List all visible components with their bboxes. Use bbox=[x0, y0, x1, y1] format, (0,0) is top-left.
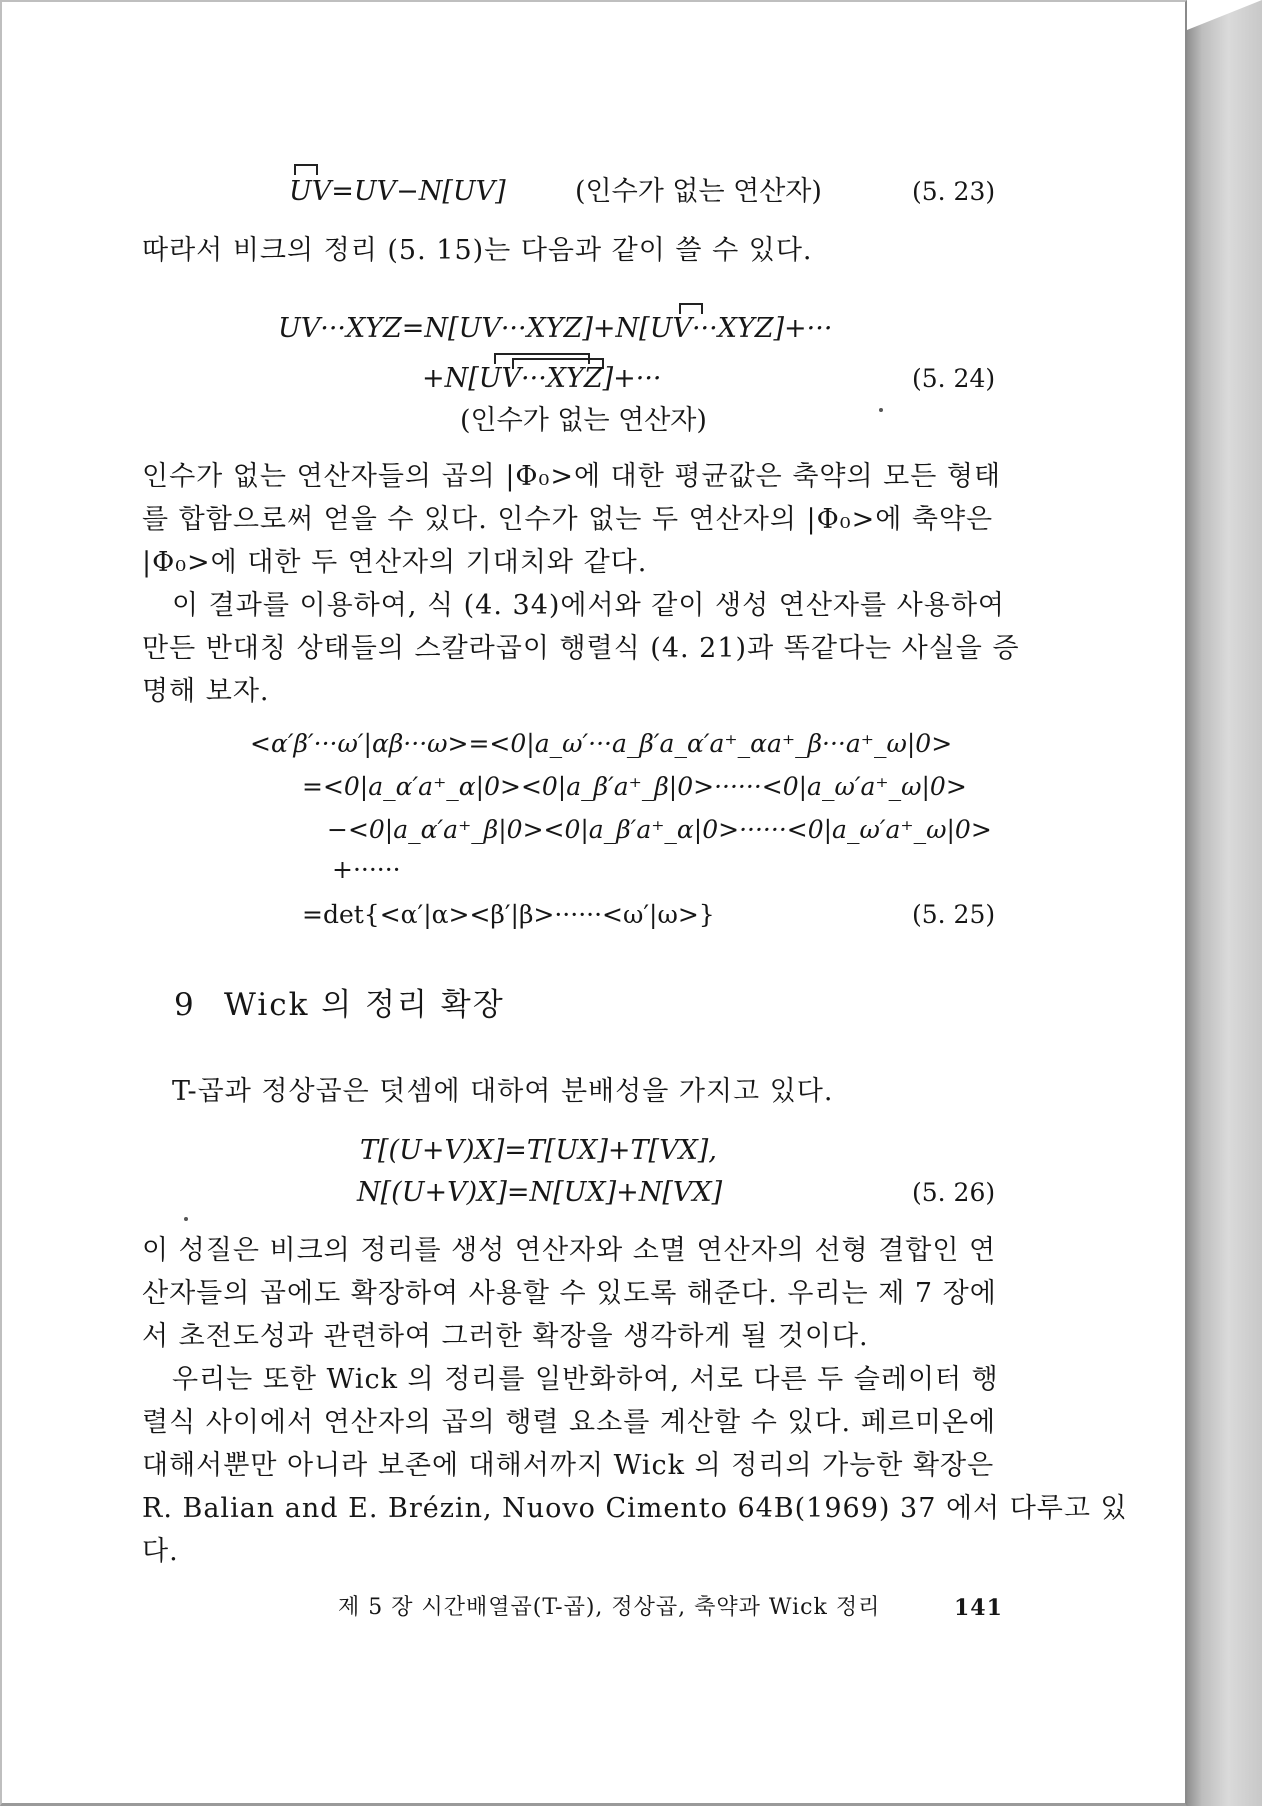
equation-5-24-line-2: +N[UV···XYZ]+··· bbox=[422, 363, 662, 394]
intro-line-5-24: 따라서 비크의 정리 (5. 15)는 다음과 같이 쓸 수 있다. bbox=[142, 235, 813, 266]
equation-5-23-note: (인수가 없는 연산자) bbox=[575, 176, 822, 207]
print-speck bbox=[184, 1217, 188, 1221]
paragraph-2-line-1: 이 결과를 이용하여, 식 (4. 34)에서와 같이 생성 연산자를 사용하여 bbox=[172, 590, 1005, 621]
paragraph-1-line-2: 를 합함으로써 얻을 수 있다. 인수가 없는 두 연산자의 |Φ₀>에 축약은 bbox=[142, 504, 994, 535]
page-number: 141 bbox=[954, 1595, 1003, 1621]
equation-5-25-line-2: =<0|a_α′a⁺_α|0><0|a_β′a⁺_β|0>······<0|a_ω′a⁺_ω|0> bbox=[302, 772, 967, 801]
paragraph-4-line-4: R. Balian and E. Brézin, Nuovo Cimento 64B(1969) 37 에서 다루고 있 bbox=[142, 1493, 1128, 1524]
paragraph-1-line-3: |Φ₀>에 대한 두 연산자의 기대치와 같다. bbox=[142, 547, 648, 578]
paragraph-3-line-3: 서 초전도성과 관련하여 그러한 확장을 생각하게 될 것이다. bbox=[142, 1321, 869, 1352]
book-page-edge-corner bbox=[1187, 0, 1262, 30]
equation-5-24-number: (5. 24) bbox=[912, 364, 996, 393]
section-title: Wick 의 정리 확장 bbox=[224, 987, 505, 1023]
equation-5-26-line-2: N[(U+V)X]=N[UX]+N[VX] bbox=[357, 1177, 723, 1208]
paragraph-2-line-2: 만든 반대칭 상태들의 스칼라곱이 행렬식 (4. 21)과 똑같다는 사실을 증 bbox=[142, 633, 1020, 664]
equation-5-26-line-1: T[(U+V)X]=T[UX]+T[VX], bbox=[360, 1135, 717, 1166]
contraction-mark bbox=[294, 164, 318, 175]
paragraph-3-line-2: 산자들의 곱에도 확장하여 사용할 수 있도록 해준다. 우리는 제 7 장에 bbox=[142, 1278, 997, 1309]
paragraph-1-line-1: 인수가 없는 연산자들의 곱의 |Φ₀>에 대한 평균값은 축약의 모든 형태 bbox=[142, 461, 1002, 492]
equation-5-24-line-1: UV···XYZ=N[UV···XYZ]+N[UV···XYZ]+··· bbox=[278, 313, 833, 344]
paragraph-4-line-1: 우리는 또한 Wick 의 정리를 일반화하여, 서로 다른 두 슬레이터 행 bbox=[172, 1364, 999, 1395]
paragraph-4-line-3: 대해서뿐만 아니라 보존에 대해서까지 Wick 의 정리의 가능한 확장은 bbox=[142, 1450, 995, 1481]
equation-5-25-line-3: −<0|a_α′a⁺_β|0><0|a_β′a⁺_α|0>······<0|a_ω′a⁺_ω|0> bbox=[327, 815, 992, 844]
paragraph-2-line-3: 명해 보자. bbox=[142, 676, 270, 707]
equation-5-24-note: (인수가 없는 연산자) bbox=[460, 405, 707, 436]
equation-5-23-number: (5. 23) bbox=[912, 177, 996, 206]
equation-5-26-number: (5. 26) bbox=[912, 1178, 996, 1207]
print-speck bbox=[879, 408, 883, 412]
running-footer-chapter: 제 5 장 시간배열곱(T-곱), 정상곱, 축약과 Wick 정리 bbox=[338, 1595, 881, 1620]
paragraph-3-line-1: 이 성질은 비크의 정리를 생성 연산자와 소멸 연산자의 선형 결합인 연 bbox=[142, 1235, 997, 1266]
equation-5-23: UV=UV−N[UV] bbox=[289, 176, 506, 207]
equation-5-25-line-1: <α′β′···ω′|αβ···ω>=<0|a_ω′···a_β′a_α′a⁺_αa⁺_β···a⁺_ω|0> bbox=[250, 729, 953, 758]
equation-5-25-line-5: =det{<α′|α><β′|β>······<ω′|ω>} bbox=[302, 900, 715, 929]
equation-5-25-line-4: +······ bbox=[332, 855, 401, 884]
book-page-edge bbox=[1187, 0, 1262, 1806]
equation-5-25-number: (5. 25) bbox=[912, 900, 996, 929]
t-product-line: T-곱과 정상곱은 덧셈에 대하여 분배성을 가지고 있다. bbox=[172, 1076, 834, 1107]
paragraph-4-line-5: 다. bbox=[142, 1536, 179, 1567]
paragraph-4-line-2: 렬식 사이에서 연산자의 곱의 행렬 요소를 계산할 수 있다. 페르미온에 bbox=[142, 1407, 997, 1438]
section-number: 9 bbox=[174, 987, 196, 1023]
